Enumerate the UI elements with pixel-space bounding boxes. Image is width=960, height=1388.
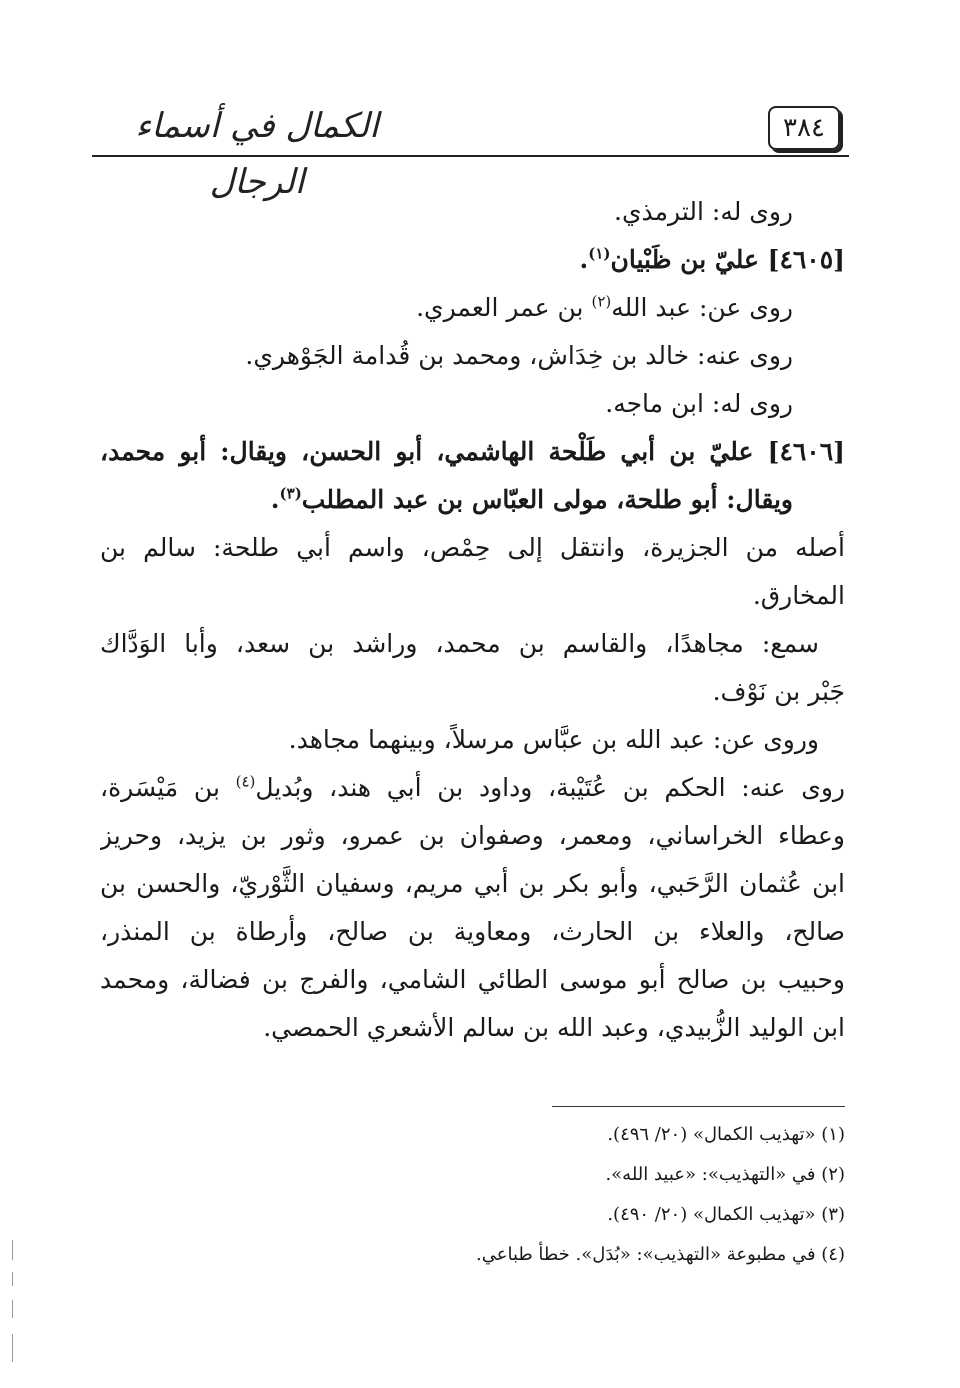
margin-mark — [12, 1272, 13, 1286]
page-number: ٣٨٤ — [768, 106, 840, 150]
footnote-ref: (٣) — [279, 484, 302, 503]
text-segment: بن مَيْسَرة، — [100, 773, 220, 802]
entry-heading: [٤٦٠٥] عليّ بن ظَبْيان$^{(١)}$. — [579, 244, 845, 274]
text-line: ابن عُثمان الرَّحَبي، وأبو بكر بن أبي مريم، وسفيان الثَّوْريّ، والحسن بن — [100, 869, 845, 898]
footnote-3: (٣) «تهذيب الكمال» (٢٠/ ٤٩٠). — [607, 1204, 845, 1225]
entry-heading-text: [٤٦٠٥] عليّ بن ظَبْيان — [610, 245, 845, 274]
main-text — [100, 188, 845, 1052]
footnotes — [300, 1115, 845, 1275]
text-line — [100, 284, 845, 332]
footnote-1: (١) «تهذيب الكمال» (٢٠/ ٤٩٦). — [607, 1124, 845, 1145]
footnote-ref: (٢) — [591, 292, 612, 311]
footnote-2: (٢) في «التهذيب»: «عبيد الله». — [605, 1164, 845, 1185]
margin-mark — [12, 1240, 13, 1260]
entry-heading-continuation: ويقال: أبو طلحة، مولى العبّاس بن عبد المطلب$^{(٣)}$. — [270, 484, 793, 514]
footnote-4: (٤) في مطبوعة «التهذيب»: «بُدَل». خطأ طباعي. — [476, 1244, 845, 1265]
entry-heading: [٤٦٠٦] عليّ بن أبي طَلْحة الهاشمي، أبو الحسن، ويقال: أبو محمد، — [100, 437, 845, 466]
footnote-ref: (١) — [588, 244, 611, 263]
running-title: الكمال في أسماء الرجال — [135, 106, 379, 202]
text-line: روى له: ابن ماجه. — [605, 389, 793, 418]
text-line: سمع: مجاهدًا، والقاسم بن محمد، وراشد بن سعد، وأبا الوَدَّاك — [100, 629, 819, 658]
text-line: روى عنه: خالد بن خِدَاش، ومحمد بن قُدامة الجَوْهري. — [245, 341, 793, 370]
text-line — [100, 764, 845, 812]
header-rule — [92, 155, 849, 157]
margin-mark — [12, 1334, 13, 1362]
text-line: جَبْر بن نَوْف. — [712, 677, 845, 706]
text-line: وعطاء الخراساني، ومعمر، وصفوان بن عمرو، وثور بن يزيد، وحريز — [100, 821, 845, 850]
text-segment: ويقال: أبو طلحة، مولى العبّاس بن عبد المطلب — [301, 485, 793, 514]
text-line: روى له: الترمذي. — [614, 197, 793, 226]
text-line: أصله من الجزيرة، وانتقل إلى حِمْص، واسم أبي طلحة: سالم بن — [100, 533, 845, 562]
text-segment: روى عن: عبد الله — [611, 293, 793, 322]
text-line: المخارق. — [752, 581, 845, 610]
text-segment: بن عمر العمري. — [416, 293, 584, 322]
text-line: ابن الوليد الزُّبيدي، وعبد الله بن سالم الأشعري الحمصي. — [263, 1013, 845, 1042]
footnote-ref: (٤) — [235, 772, 256, 791]
margin-mark — [12, 1300, 13, 1318]
footnote-rule — [552, 1106, 845, 1107]
text-line: وحبيب بن صالح أبو موسى الطائي الشامي، والفرج بن فضالة، ومحمد — [100, 965, 845, 994]
text-line: وروى عن: عبد الله بن عبَّاس مرسلاً، وبينهما مجاهد. — [288, 725, 819, 754]
text-segment: روى عنه: الحكم بن عُتَيْبة، وداود بن أبي هند، وبُديل — [255, 773, 845, 802]
text-line: صالح، والعلاء بن الحارث، ومعاوية بن صالح، وأرطاة بن المنذر، — [100, 917, 845, 946]
